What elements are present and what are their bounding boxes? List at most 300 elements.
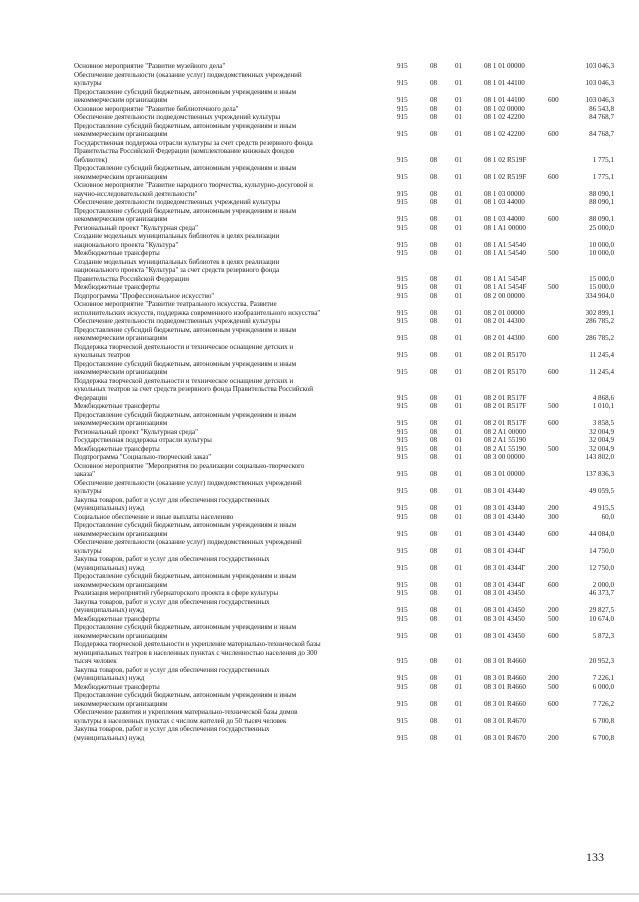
cell-amount: 86 543,8 [589, 104, 614, 113]
cell-section-code: 08 [430, 351, 438, 359]
cell-ministry-code: 915 [397, 249, 408, 257]
table-row [74, 589, 622, 598]
table-row [74, 411, 622, 428]
cell-amount: 88 090,1 [589, 215, 614, 223]
cell-ministry-code: 915 [397, 308, 408, 317]
table-row [74, 640, 622, 666]
budget-table [74, 62, 622, 742]
cell-ministry-code: 915 [397, 334, 408, 342]
cell-expense-type-code: 500 [548, 283, 559, 291]
cell-subsection-code: 01 [455, 215, 463, 223]
cell-target-article-code: 08 1 02 R519F [484, 155, 527, 164]
cell-expense-type-code: 200 [548, 674, 559, 682]
cell-subsection-code: 01 [455, 249, 463, 257]
cell-item-name: Предоставление субсидий бюджетным, автономным учреждениям и иным некоммерческим организациям [74, 206, 297, 223]
cell-amount: 137 836,3 [585, 470, 614, 478]
cell-ministry-code: 915 [397, 351, 408, 359]
cell-section-code: 08 [430, 657, 438, 665]
cell-item-name: Основное мероприятие "Развитие народного творчества, культурно-досуговой и научно-исследовательской деятельности" [74, 181, 313, 198]
cell-subsection-code: 01 [455, 130, 463, 138]
cell-amount: 14 750,0 [589, 546, 614, 555]
cell-amount: 32 004,9 [589, 444, 614, 453]
cell-target-article-code: 08 2 00 00000 [484, 291, 525, 300]
cell-ministry-code: 915 [397, 589, 408, 597]
cell-section-code: 08 [430, 274, 438, 283]
table-row [74, 71, 622, 88]
cell-ministry-code: 915 [397, 104, 408, 113]
cell-subsection-code: 01 [455, 657, 463, 665]
cell-amount: 286 785,2 [585, 334, 614, 342]
cell-amount: 60,0 [601, 512, 614, 521]
cell-subsection-code: 01 [455, 674, 463, 682]
cell-target-article-code: 08 3 01 43440 [484, 504, 525, 512]
cell-expense-type-code: 600 [548, 334, 559, 342]
table-row [74, 88, 622, 105]
cell-amount: 32 004,9 [589, 436, 614, 444]
cell-section-code: 08 [430, 504, 438, 512]
cell-section-code: 08 [430, 733, 438, 742]
cell-section-code: 08 [430, 113, 438, 121]
cell-subsection-code: 01 [455, 113, 463, 121]
cell-amount: 44 084,0 [589, 529, 614, 538]
cell-amount: 46 373,7 [589, 589, 614, 597]
cell-subsection-code: 01 [455, 529, 463, 538]
cell-subsection-code: 01 [455, 444, 463, 453]
cell-item-name: Закупка товаров, работ и услуг для обеспечения государственных (муниципальных) нужд [74, 665, 270, 682]
cell-ministry-code: 915 [397, 291, 408, 300]
cell-section-code: 08 [430, 546, 438, 555]
cell-item-name: Обеспечение деятельности подведомственных учреждений культуры [74, 198, 281, 206]
cell-section-code: 08 [430, 155, 438, 164]
cell-item-name: Закупка товаров, работ и услуг для обеспечения государственных (муниципальных) нужд [74, 555, 270, 572]
cell-subsection-code: 01 [455, 699, 463, 708]
cell-target-article-code: 08 2 A1 00000 [484, 427, 526, 436]
cell-item-name: Социальное обеспечение и иные выплаты населению [74, 512, 234, 521]
cell-section-code: 08 [430, 96, 438, 104]
table-row [74, 402, 622, 411]
cell-section-code: 08 [430, 674, 438, 682]
cell-target-article-code: 08 1 02 42200 [484, 113, 525, 121]
cell-ministry-code: 915 [397, 453, 408, 461]
cell-subsection-code: 01 [455, 563, 463, 572]
cell-ministry-code: 915 [397, 487, 408, 495]
cell-target-article-code: 08 3 01 4344Г [484, 563, 526, 572]
cell-section-code: 08 [430, 393, 438, 402]
cell-section-code: 08 [430, 189, 438, 198]
cell-item-name: Региональный проект "Культурная среда" [74, 427, 198, 436]
cell-item-name: Реализация мероприятий губернаторского проекта в сфере культуры [74, 589, 279, 597]
cell-amount: 84 768,7 [589, 130, 614, 138]
table-row [74, 377, 622, 403]
cell-section-code: 08 [430, 563, 438, 572]
cell-target-article-code: 08 3 01 4344Г [484, 580, 526, 589]
cell-target-article-code: 08 3 00 00000 [484, 453, 525, 461]
cell-ministry-code: 915 [397, 172, 408, 181]
cell-subsection-code: 01 [455, 283, 463, 291]
cell-ministry-code: 915 [397, 631, 408, 640]
cell-subsection-code: 01 [455, 606, 463, 614]
cell-amount: 6 700,8 [592, 733, 614, 742]
cell-subsection-code: 01 [455, 393, 463, 402]
cell-ministry-code: 915 [397, 436, 408, 444]
cell-subsection-code: 01 [455, 240, 463, 249]
cell-item-name: Обеспечение деятельности подведомственных учреждений культуры [74, 317, 281, 325]
table-row [74, 181, 622, 198]
cell-item-name: Обеспечение деятельности (оказание услуг) подведомственных учреждений культуры [74, 70, 302, 87]
cell-subsection-code: 01 [455, 631, 463, 640]
cell-expense-type-code: 500 [548, 682, 559, 691]
cell-expense-type-code: 200 [548, 563, 559, 572]
cell-item-name: Предоставление субсидий бюджетным, автономным учреждениям и иным некоммерческим организациям [74, 359, 297, 376]
cell-amount: 286 785,2 [585, 317, 614, 325]
cell-item-name: Создание модельных муниципальных библиотек в целях реализации национального проекта "Культура" за счет средств резервного фонда Правительства Российской Федерации [74, 257, 280, 283]
cell-amount: 88 090,1 [589, 189, 614, 198]
cell-section-code: 08 [430, 334, 438, 342]
cell-amount: 1 775,1 [592, 172, 614, 181]
cell-target-article-code: 08 2 01 R5170 [484, 351, 526, 359]
cell-target-article-code: 08 1 01 44100 [484, 79, 525, 87]
cell-subsection-code: 01 [455, 716, 463, 725]
cell-expense-type-code: 600 [548, 172, 559, 181]
cell-section-code: 08 [430, 283, 438, 291]
cell-item-name: Межбюджетные трансферты [74, 249, 160, 257]
cell-expense-type-code: 600 [548, 215, 559, 223]
cell-subsection-code: 01 [455, 470, 463, 478]
cell-item-name: Основное мероприятие "Мероприятия по реализации социально-творческого заказа" [74, 461, 305, 478]
cell-target-article-code: 08 1 A1 5454F [484, 283, 527, 291]
cell-item-name: Основное мероприятие "Развитие библиотечного дела" [74, 104, 239, 113]
cell-target-article-code: 08 1 A1 5454F [484, 274, 527, 283]
cell-target-article-code: 08 3 01 R4660 [484, 699, 526, 708]
cell-subsection-code: 01 [455, 504, 463, 512]
table-row [74, 691, 622, 708]
table-row [74, 513, 622, 522]
cell-item-name: Основное мероприятие "Развитие музейного дела" [74, 62, 226, 70]
table-row [74, 479, 622, 496]
cell-subsection-code: 01 [455, 96, 463, 104]
table-row [74, 249, 622, 258]
cell-item-name: Предоставление субсидий бюджетным, автономным учреждениям и иным некоммерческим организациям [74, 325, 297, 342]
cell-subsection-code: 01 [455, 223, 463, 232]
table-row [74, 232, 622, 249]
cell-ministry-code: 915 [397, 62, 408, 70]
cell-section-code: 08 [430, 249, 438, 257]
cell-ministry-code: 915 [397, 189, 408, 198]
table-row [74, 623, 622, 640]
cell-amount: 29 827,5 [589, 606, 614, 614]
cell-target-article-code: 08 3 01 00000 [484, 470, 525, 478]
cell-amount: 1 010,1 [592, 402, 614, 410]
cell-amount: 334 904,0 [585, 291, 614, 300]
table-row [74, 555, 622, 572]
cell-target-article-code: 08 2 01 R517F [484, 419, 527, 427]
cell-subsection-code: 01 [455, 155, 463, 164]
cell-amount: 12 750,0 [589, 563, 614, 572]
cell-item-name: Межбюджетные трансферты [74, 614, 160, 623]
cell-ministry-code: 915 [397, 393, 408, 402]
table-row [74, 326, 622, 343]
cell-section-code: 08 [430, 470, 438, 478]
table-row [74, 453, 622, 462]
cell-target-article-code: 08 3 01 R4670 [484, 716, 526, 725]
cell-ministry-code: 915 [397, 402, 408, 410]
cell-ministry-code: 915 [397, 546, 408, 555]
cell-item-name: Межбюджетные трансферты [74, 402, 160, 410]
cell-ministry-code: 915 [397, 96, 408, 104]
cell-item-name: Предоставление субсидий бюджетным, автономным учреждениям и иным некоммерческим организациям [74, 572, 297, 589]
cell-target-article-code: 08 3 01 43450 [484, 589, 525, 597]
cell-subsection-code: 01 [455, 308, 463, 317]
cell-section-code: 08 [430, 368, 438, 376]
cell-item-name: Предоставление субсидий бюджетным, автономным учреждениям и иным некоммерческим организациям [74, 521, 297, 538]
cell-ministry-code: 915 [397, 674, 408, 682]
cell-section-code: 08 [430, 529, 438, 538]
cell-ministry-code: 915 [397, 283, 408, 291]
cell-item-name: Закупка товаров, работ и услуг для обеспечения государственных (муниципальных) нужд [74, 725, 270, 742]
cell-amount: 143 802,0 [585, 453, 614, 461]
cell-section-code: 08 [430, 614, 438, 623]
cell-item-name: Предоставление субсидий бюджетным, автономным учреждениям и иным некоммерческим организациям [74, 623, 297, 640]
cell-subsection-code: 01 [455, 79, 463, 87]
cell-ministry-code: 915 [397, 155, 408, 164]
cell-ministry-code: 915 [397, 223, 408, 232]
cell-expense-type-code: 600 [548, 631, 559, 640]
cell-subsection-code: 01 [455, 368, 463, 376]
cell-ministry-code: 915 [397, 368, 408, 376]
cell-amount: 5 872,3 [592, 631, 614, 640]
cell-amount: 15 000,0 [589, 274, 614, 283]
cell-section-code: 08 [430, 419, 438, 427]
cell-item-name: Межбюджетные трансферты [74, 283, 160, 291]
cell-subsection-code: 01 [455, 733, 463, 742]
cell-section-code: 08 [430, 215, 438, 223]
cell-target-article-code: 08 2 01 R517F [484, 402, 527, 410]
cell-section-code: 08 [430, 444, 438, 453]
cell-section-code: 08 [430, 317, 438, 325]
cell-ministry-code: 915 [397, 419, 408, 427]
table-row [74, 113, 622, 122]
cell-item-name: Обеспечение деятельности подведомственных учреждений культуры [74, 113, 281, 121]
cell-item-name: Поддержка творческой деятельности и укрепление материально-технической базы муниципальных театров в населенных пунктах с численностью населения до 300 тысяч человек [74, 640, 321, 665]
cell-item-name: Поддержка творческой деятельности и техническое оснащение детских и кукольных театров [74, 342, 294, 359]
table-row [74, 428, 622, 437]
table-row [74, 496, 622, 513]
cell-ministry-code: 915 [397, 733, 408, 742]
cell-subsection-code: 01 [455, 291, 463, 300]
cell-target-article-code: 08 3 01 43440 [484, 512, 525, 521]
cell-target-article-code: 08 2 A1 55190 [484, 436, 526, 444]
table-row [74, 292, 622, 301]
table-row [74, 538, 622, 555]
cell-subsection-code: 01 [455, 317, 463, 325]
cell-expense-type-code: 600 [548, 130, 559, 138]
cell-expense-type-code: 600 [548, 368, 559, 376]
cell-ministry-code: 915 [397, 240, 408, 249]
cell-item-name: Поддержка творческой деятельности и техническое оснащение детских и кукольных театров за счет средств резервного фонда Правительства Российской Федерации [74, 376, 313, 402]
cell-ministry-code: 915 [397, 682, 408, 691]
cell-amount: 4 868,6 [592, 393, 614, 402]
cell-subsection-code: 01 [455, 589, 463, 597]
cell-amount: 6 000,0 [592, 682, 614, 691]
table-row [74, 666, 622, 683]
cell-section-code: 08 [430, 453, 438, 461]
cell-subsection-code: 01 [455, 487, 463, 495]
cell-subsection-code: 01 [455, 104, 463, 113]
cell-amount: 7 726,2 [592, 699, 614, 708]
scan-edge-divider [0, 893, 639, 895]
table-row [74, 436, 622, 445]
cell-subsection-code: 01 [455, 62, 463, 70]
cell-ministry-code: 915 [397, 580, 408, 589]
cell-section-code: 08 [430, 427, 438, 436]
cell-ministry-code: 915 [397, 614, 408, 623]
cell-section-code: 08 [430, 716, 438, 725]
table-row [74, 521, 622, 538]
table-row [74, 258, 622, 284]
cell-section-code: 08 [430, 79, 438, 87]
cell-target-article-code: 08 2 01 00000 [484, 308, 525, 317]
cell-section-code: 08 [430, 130, 438, 138]
cell-amount: 4 915,5 [592, 504, 614, 512]
table-row [74, 708, 622, 725]
cell-subsection-code: 01 [455, 682, 463, 691]
cell-amount: 32 004,9 [589, 427, 614, 436]
cell-section-code: 08 [430, 699, 438, 708]
cell-target-article-code: 08 1 A1 54540 [484, 249, 526, 257]
cell-ministry-code: 915 [397, 606, 408, 614]
cell-target-article-code: 08 1 01 44100 [484, 96, 525, 104]
cell-ministry-code: 915 [397, 113, 408, 121]
cell-amount: 7 226,1 [592, 674, 614, 682]
cell-item-name: Межбюджетные трансферты [74, 682, 160, 691]
cell-subsection-code: 01 [455, 614, 463, 623]
table-row [74, 462, 622, 479]
cell-item-name: Предоставление субсидий бюджетным, автономным учреждениям и иным некоммерческим организациям [74, 87, 297, 104]
cell-item-name: Создание модельных муниципальных библиотек в целях реализации национального проекта "Культура" [74, 232, 280, 249]
cell-target-article-code: 08 2 A1 55190 [484, 444, 526, 453]
cell-expense-type-code: 600 [548, 580, 559, 589]
table-row [74, 343, 622, 360]
cell-ministry-code: 915 [397, 198, 408, 206]
cell-subsection-code: 01 [455, 427, 463, 436]
cell-section-code: 08 [430, 631, 438, 640]
cell-item-name: Предоставление субсидий бюджетным, автономным учреждениям и иным некоммерческим организациям [74, 691, 297, 708]
table-row [74, 105, 622, 114]
cell-item-name: Обеспечение деятельности (оказание услуг) подведомственных учреждений культуры [74, 478, 302, 495]
cell-section-code: 08 [430, 682, 438, 691]
cell-ministry-code: 915 [397, 504, 408, 512]
cell-subsection-code: 01 [455, 198, 463, 206]
cell-amount: 11 245,4 [589, 351, 614, 359]
cell-target-article-code: 08 1 03 00000 [484, 189, 525, 198]
cell-ministry-code: 915 [397, 699, 408, 708]
cell-amount: 3 858,5 [592, 419, 614, 427]
table-row [74, 572, 622, 589]
cell-ministry-code: 915 [397, 470, 408, 478]
cell-ministry-code: 915 [397, 79, 408, 87]
cell-section-code: 08 [430, 223, 438, 232]
cell-amount: 1 775,1 [592, 155, 614, 164]
cell-subsection-code: 01 [455, 453, 463, 461]
cell-ministry-code: 915 [397, 512, 408, 521]
cell-expense-type-code: 500 [548, 249, 559, 257]
cell-amount: 15 000,0 [589, 283, 614, 291]
cell-amount: 25 000,0 [589, 223, 614, 232]
table-row [74, 300, 622, 317]
cell-target-article-code: 08 2 01 44300 [484, 334, 525, 342]
cell-item-name: Региональный проект "Культурная среда" [74, 223, 198, 232]
cell-amount: 84 768,7 [589, 113, 614, 121]
cell-expense-type-code: 600 [548, 529, 559, 538]
cell-amount: 10 674,0 [589, 614, 614, 623]
cell-expense-type-code: 500 [548, 444, 559, 453]
cell-subsection-code: 01 [455, 334, 463, 342]
cell-target-article-code: 08 1 03 44000 [484, 215, 525, 223]
cell-amount: 11 245,4 [589, 368, 614, 376]
cell-subsection-code: 01 [455, 189, 463, 198]
table-row [74, 207, 622, 224]
cell-ministry-code: 915 [397, 130, 408, 138]
cell-expense-type-code: 300 [548, 512, 559, 521]
cell-target-article-code: 08 3 01 43440 [484, 487, 525, 495]
cell-expense-type-code: 600 [548, 699, 559, 708]
cell-ministry-code: 915 [397, 444, 408, 453]
cell-amount: 10 000,0 [589, 249, 614, 257]
cell-expense-type-code: 200 [548, 733, 559, 742]
cell-ministry-code: 915 [397, 427, 408, 436]
cell-target-article-code: 08 1 01 00000 [484, 62, 525, 70]
cell-ministry-code: 915 [397, 657, 408, 665]
cell-amount: 2 000,0 [592, 580, 614, 589]
table-row [74, 360, 622, 377]
cell-section-code: 08 [430, 62, 438, 70]
cell-item-name: Предоставление субсидий бюджетным, автономным учреждениям и иным некоммерческим организациям [74, 164, 297, 181]
cell-amount: 20 952,3 [589, 657, 614, 665]
cell-section-code: 08 [430, 308, 438, 317]
cell-section-code: 08 [430, 580, 438, 589]
cell-target-article-code: 08 1 03 44000 [484, 198, 525, 206]
cell-item-name: Предоставление субсидий бюджетным, автономным учреждениям и иным некоммерческим организациям [74, 410, 297, 427]
cell-expense-type-code: 500 [548, 402, 559, 410]
cell-section-code: 08 [430, 436, 438, 444]
page-number: 133 [586, 850, 604, 864]
cell-item-name: Государственная поддержка отрасли культуры [74, 436, 212, 444]
cell-target-article-code: 08 2 01 44300 [484, 317, 525, 325]
cell-item-name: Обеспечение деятельности (оказание услуг) подведомственных учреждений культуры [74, 538, 302, 555]
cell-item-name: Закупка товаров, работ и услуг для обеспечения государственных (муниципальных) нужд [74, 597, 270, 614]
cell-target-article-code: 08 2 01 R5170 [484, 368, 526, 376]
table-row [74, 725, 622, 742]
cell-amount: 10 000,0 [589, 240, 614, 249]
table-row [74, 122, 622, 139]
cell-section-code: 08 [430, 487, 438, 495]
table-row [74, 683, 622, 692]
cell-section-code: 08 [430, 104, 438, 113]
cell-subsection-code: 01 [455, 351, 463, 359]
cell-subsection-code: 01 [455, 402, 463, 410]
cell-subsection-code: 01 [455, 512, 463, 521]
cell-amount: 103 046,3 [585, 62, 614, 70]
cell-section-code: 08 [430, 240, 438, 249]
cell-section-code: 08 [430, 172, 438, 181]
cell-target-article-code: 08 2 01 R517F [484, 393, 527, 402]
cell-ministry-code: 915 [397, 215, 408, 223]
table-row [74, 224, 622, 233]
cell-subsection-code: 01 [455, 580, 463, 589]
cell-amount: 6 700,8 [592, 716, 614, 725]
cell-amount: 49 059,5 [589, 487, 614, 495]
cell-expense-type-code: 200 [548, 504, 559, 512]
